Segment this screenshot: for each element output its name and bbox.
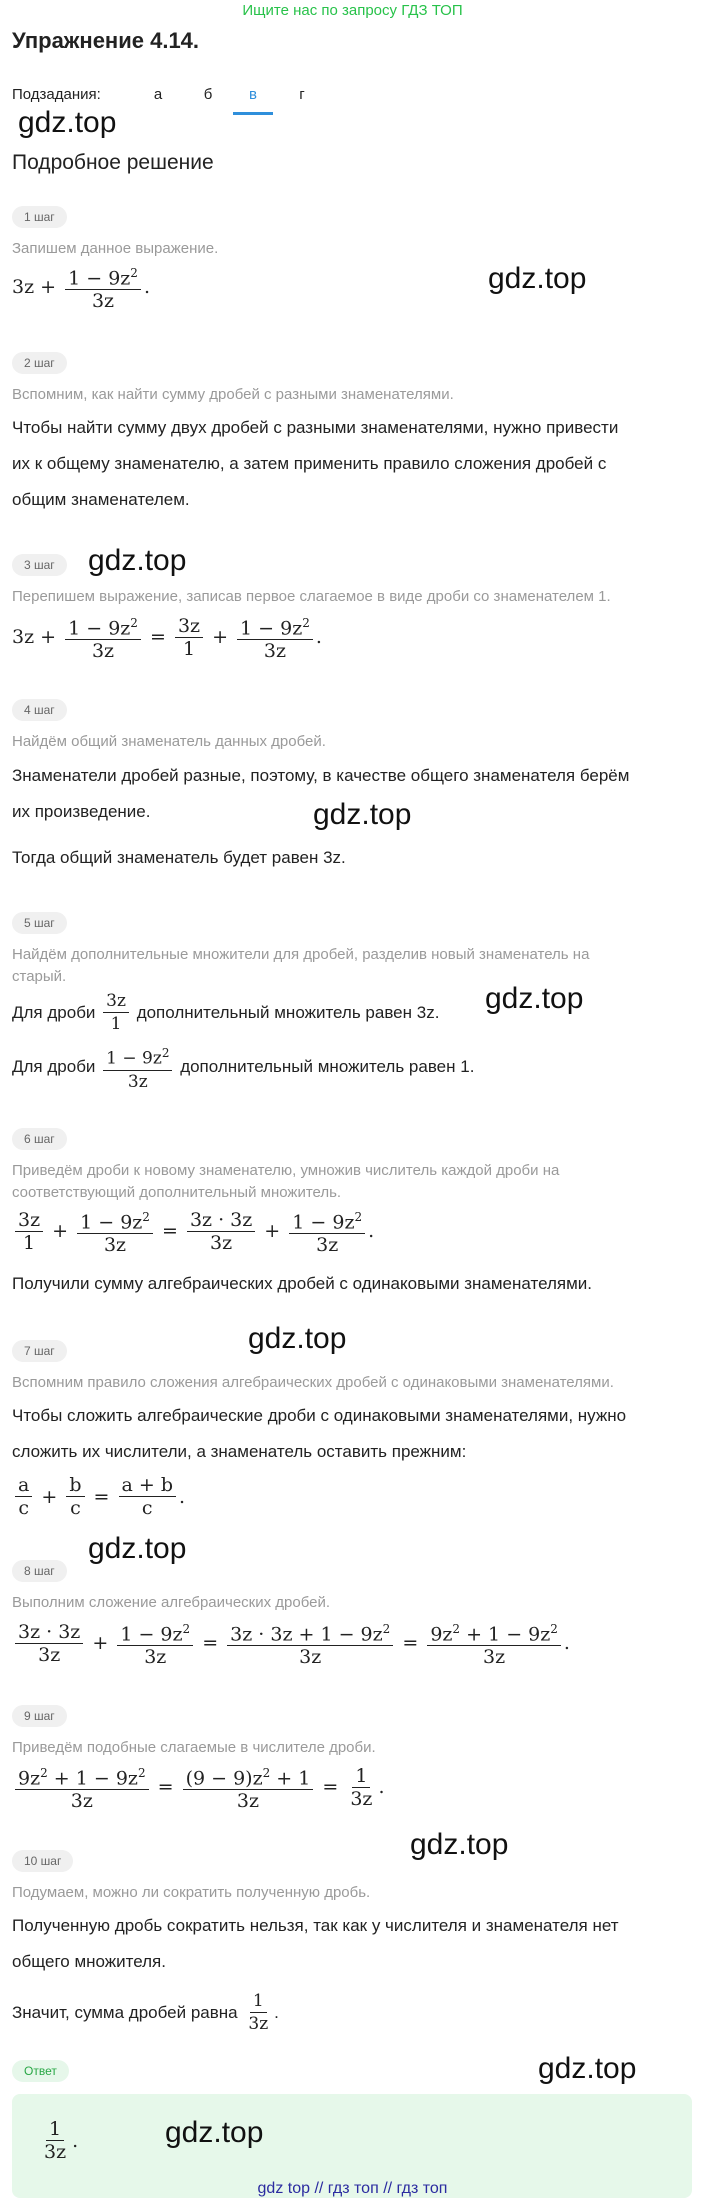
formula: Для дроби $\frac{3z}{1}$ дополнительный множитель равен 3z.	[12, 991, 440, 1034]
step-hint: старый.	[12, 968, 67, 985]
watermark: gdz.top	[18, 106, 117, 139]
step-hint: Приведём подобные слагаемые в числителе дроби.	[12, 1739, 376, 1756]
formula: 3z + $\frac{1 - 9z^2}{3z}$ .	[12, 262, 150, 312]
step-hint: Подумаем, можно ли сократить полученную дробь.	[12, 1884, 371, 1901]
answer-badge: Ответ	[12, 2060, 69, 2082]
search-banner: Ищите нас по запросу ГДЗ ТОП	[242, 2, 463, 19]
step-text: общего множителя.	[12, 1952, 166, 1971]
step-hint: Запишем данное выражение.	[12, 240, 219, 257]
step-text: их к общему знаменателю, а затем применить правило сложения дробей с	[12, 454, 607, 473]
step-badge: 5 шаг	[12, 912, 67, 934]
step-text: Для дроби	[12, 1057, 96, 1077]
step-badge: 1 шаг	[12, 206, 67, 228]
step-badge: 6 шаг	[12, 1128, 67, 1150]
section-title: Подробное решение	[12, 151, 214, 174]
page-title: Упражнение 4.14.	[12, 28, 200, 53]
step-text: Тогда общий знаменатель будет равен 3z.	[12, 848, 346, 867]
formula: 3z + $\frac{1 - 9z^2}{3z}$ = $\frac{3z}{1}$ + $\frac{1 - 9z^2}{3z}$ .	[12, 612, 322, 662]
step-text: их произведение.	[12, 802, 151, 821]
step-text: Знаменатели дробей разные, поэтому, в качестве общего знаменателя берём	[12, 766, 630, 785]
watermark: gdz.top	[248, 1322, 347, 1355]
step-hint: Вспомним правило сложения алгебраических дробей с одинаковыми знаменателями.	[12, 1374, 614, 1391]
step-hint: Выполним сложение алгебраических дробей.	[12, 1594, 331, 1611]
formula: $\frac{9z^2 + 1 - 9z^2}{3z}$ = $\frac{(9 - 9)z^2 + 1}{3z}$ = $\frac{1}{3z}$ .	[12, 1762, 384, 1812]
active-tab-indicator	[233, 112, 273, 115]
step-text: Полученную дробь сократить нельзя, так как у числителя и знаменателя нет	[12, 1916, 619, 1935]
formula: $\frac{3z \cdot 3z}{3z}$ + $\frac{1 - 9z^2}{3z}$ = $\frac{3z \cdot 3z + 1 - 9z^2}{3z}$ = $\frac{9z^2 + 1 - 9z^2}{3z}$ .	[12, 1618, 570, 1668]
step-text: дополнительный множитель равен 3z.	[136, 1002, 440, 1022]
step-hint: Вспомним, как найти сумму дробей с разными знаменателями.	[12, 386, 454, 403]
watermark: gdz.top	[88, 544, 187, 577]
watermark: gdz.top	[485, 982, 584, 1015]
step-badge: 4 шаг	[12, 699, 67, 721]
step-hint: Перепишем выражение, записав первое слагаемое в виде дроби со знаменателем 1.	[12, 588, 611, 605]
step-text: дополнительный множитель равен 1.	[180, 1057, 475, 1077]
step-text: Получили сумму алгебраических дробей с одинаковыми знаменателями.	[12, 1274, 593, 1293]
subtasks-label: Подзадания:	[12, 86, 101, 103]
formula: $\frac{a}{c}$ + $\frac{b}{c}$ = $\frac{a + b}{c}$ .	[12, 1474, 185, 1519]
step-badge: 9 шаг	[12, 1705, 67, 1727]
step-text: Значит, сумма дробей равна	[12, 2002, 238, 2022]
subtask-tab-a[interactable]: а	[153, 86, 163, 103]
step-hint: Приведём дроби к новому знаменателю, умножив числитель каждой дроби на	[12, 1162, 560, 1179]
step-text: общим знаменателем.	[12, 490, 190, 509]
step-badge: 2 шаг	[12, 352, 67, 374]
step-text: Чтобы сложить алгебраические дроби с одинаковыми знаменателями, нужно	[12, 1406, 627, 1425]
subtask-tab-v[interactable]: в	[249, 86, 257, 103]
watermark: gdz.top	[410, 1828, 509, 1861]
step-badge: 7 шаг	[12, 1340, 67, 1362]
step-text: Чтобы найти сумму двух дробей с разными знаменателями, нужно привести	[12, 418, 619, 437]
formula: $\frac{3z}{1}$ + $\frac{1 - 9z^2}{3z}$ = $\frac{3z \cdot 3z}{3z}$ + $\frac{1 - 9z^2}{3z}$ .	[12, 1206, 374, 1256]
footer-links[interactable]: gdz top // гдз топ // гдз топ	[257, 2180, 448, 2197]
formula: Значит, сумма дробей равна $\frac{1}{3z}$ .	[12, 1991, 279, 2034]
subtask-tab-g[interactable]: г	[299, 86, 305, 103]
watermark: gdz.top	[488, 262, 587, 295]
step-hint: соответствующий дополнительный множитель.	[12, 1184, 342, 1201]
formula: Для дроби $\frac{1 - 9z^2}{3z}$ дополнительный множитель равен 1.	[12, 1042, 474, 1093]
step-badge: 10 шаг	[12, 1850, 73, 1872]
step-badge: 8 шаг	[12, 1560, 67, 1582]
step-text: Для дроби	[12, 1002, 96, 1022]
step-hint: Найдём общий знаменатель данных дробей.	[12, 733, 326, 750]
watermark: gdz.top	[88, 1532, 187, 1565]
watermark: gdz.top	[165, 2116, 264, 2149]
subtask-tab-b[interactable]: б	[203, 86, 213, 103]
step-badge: 3 шаг	[12, 554, 67, 576]
watermark: gdz.top	[313, 798, 412, 831]
step-hint: Найдём дополнительные множители для дробей, разделив новый знаменатель на	[12, 946, 590, 963]
watermark: gdz.top	[538, 2052, 637, 2085]
answer-formula: $\frac{1}{3z}$ .	[44, 2118, 79, 2163]
step-text: сложить их числители, а знаменатель оставить прежним:	[12, 1442, 467, 1461]
